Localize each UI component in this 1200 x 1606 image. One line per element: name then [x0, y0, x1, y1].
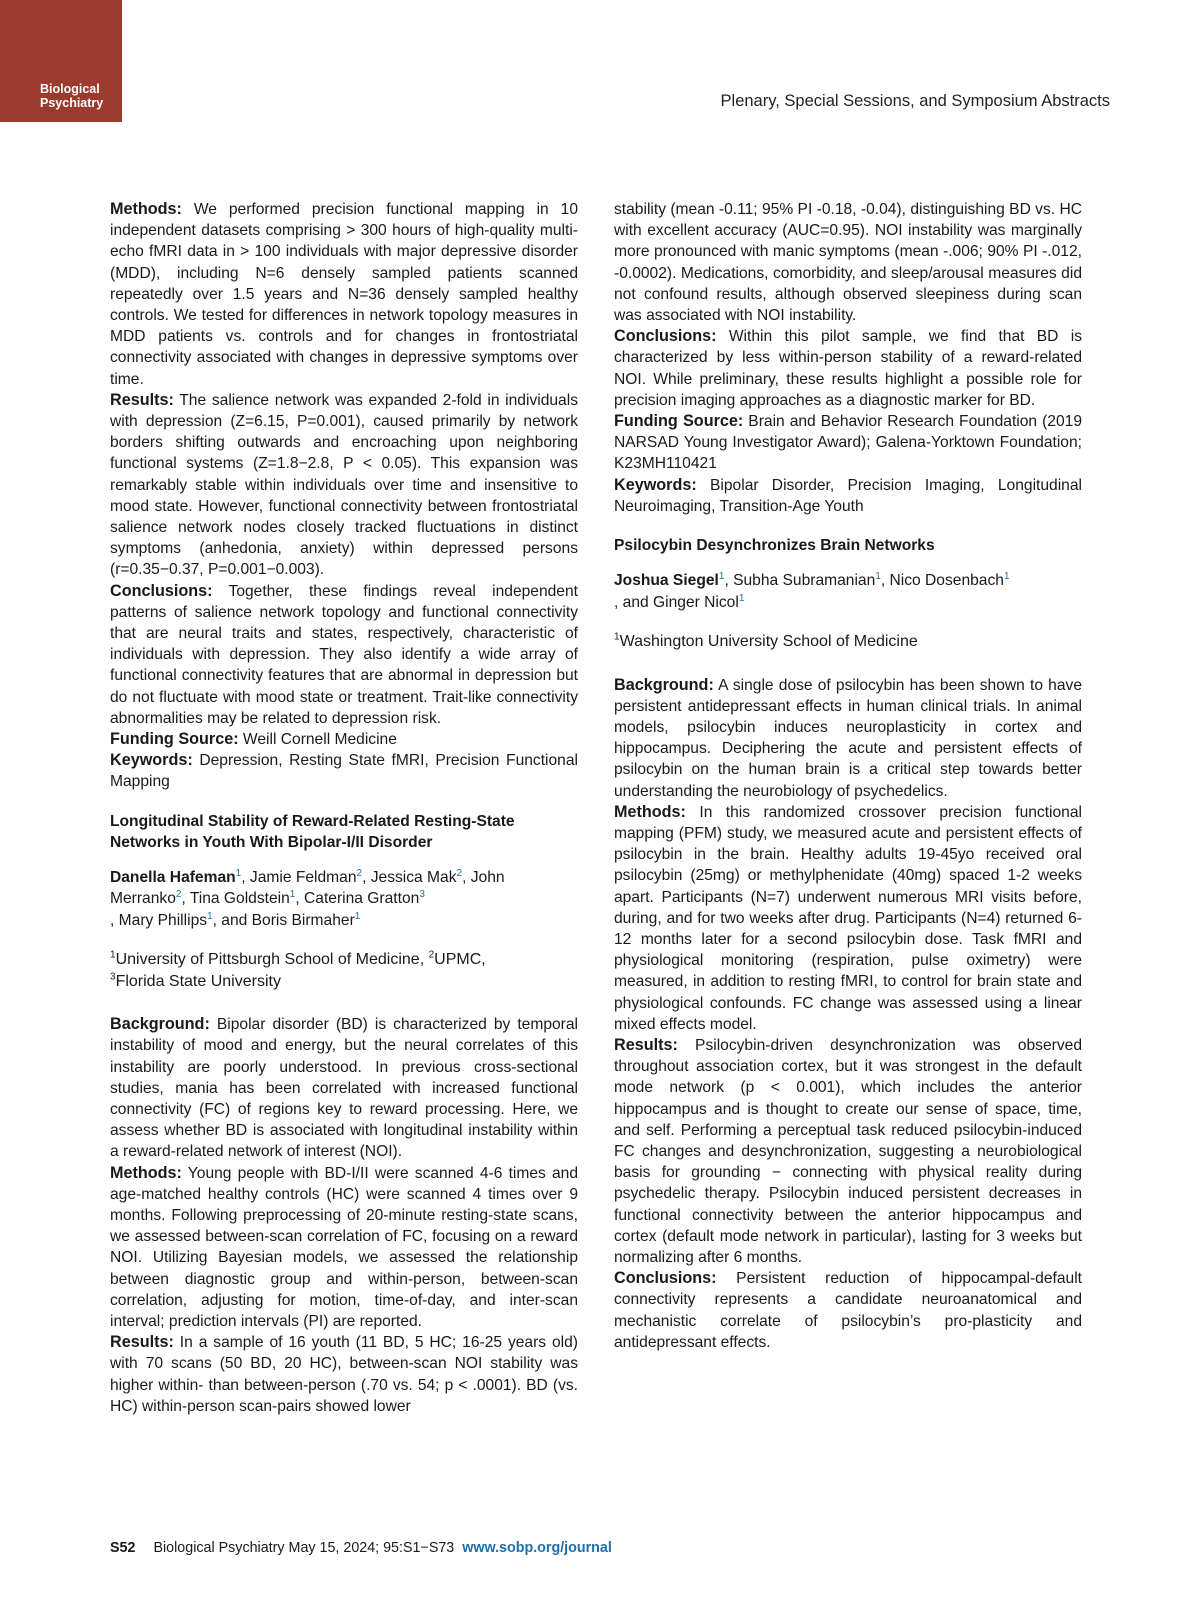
results-label: Results: [614, 1036, 678, 1054]
journal-url-link[interactable]: www.sobp.org/journal [462, 1540, 612, 1556]
funding-label: Funding Source: [614, 412, 744, 431]
results-text: The salience network was expanded 2-fold in individuals with depression (Z=6.15, P=0.001), caused primarily by network borders shifting outwards and encroaching upon neighboring functional systems (Z=1.8−2.8, P < 0.05). This expansion was remarkably stable within individuals over time and insensitive to mood state. However, functional connectivity between frontostriatal salience network nodes closely tracked fluctuations in distinct symptoms (anhedonia, anxiety) within depressed persons (r=0.35−0.37, P=0.001−0.003). [110, 391, 578, 579]
author-affiliation-marker[interactable]: 1 [207, 910, 213, 922]
journal-logo-tab [0, 0, 122, 122]
right-column [614, 199, 1082, 1353]
conclusions-text: Persistent reduction of hippocampal-default connectivity represents a candidate neuroanatomical and mechanistic correlate of psilocybin’s pro-plasticity and antidepressant effects. [614, 1270, 1082, 1351]
funding-text: Brain and Behavior Research Foundation (2019 NARSAD Young Investigator Award); Galena-Yorktown Foundation; K23MH110421 [614, 413, 1082, 473]
conclusions-label: Conclusions: [110, 581, 213, 600]
conclusions-paragraph [614, 326, 1082, 411]
author-affiliation-marker[interactable]: 2 [175, 889, 182, 900]
affiliation-name: Florida State University [115, 972, 281, 990]
funding-text: Weill Cornell Medicine [238, 731, 397, 749]
affiliation-name: UPMC, [434, 951, 486, 969]
affiliation-marker: 1 [614, 631, 620, 643]
funding-paragraph [614, 411, 1082, 475]
methods-text: We performed precision functional mapping in 10 independent datasets comprising > 300 hours of high-quality multi-echo fMRI data in > 100 individuals with major depressive disorder (MDD), including N=6 densely sampled patients scanned repeatedly over 1.5 years and N=36 densely sampled healthy controls. We tested for differences in network topology measures in MDD patients vs. controls and for changes in frontostriatal connectivity associated with changes in depressive symptoms over time. [110, 201, 578, 388]
author-affiliation-marker[interactable]: 3 [419, 889, 425, 900]
results-paragraph [110, 390, 578, 581]
methods-paragraph [110, 1163, 578, 1333]
author-list [110, 867, 578, 932]
abstract-title: Longitudinal Stability of Reward-Related Resting-State Networks in Youth With Bipolar-I/II Disorder [110, 812, 515, 851]
conclusions-paragraph [110, 581, 578, 729]
methods-label: Methods: [614, 802, 686, 821]
results-label: Results: [110, 1333, 174, 1352]
conclusions-paragraph [614, 1268, 1082, 1353]
author-name: , Caterina Gratton [295, 890, 420, 908]
conclusions-text: Together, these findings reveal independent patterns of salience network topology and functional connectivity that are neural traits and states, respectively, characteristic of individuals with depression. They also identify a wide array of functional connectivity features that are abnormal in depression but do not fluctuate with mood state or treatment. Trait-like connectivity abnormalities may be related to depression risk. [110, 582, 578, 727]
author-name: , Jessica Mak [362, 868, 457, 886]
affiliation-marker: 3 [110, 971, 116, 983]
conclusions-label: Conclusions: [614, 327, 717, 346]
results-continued: stability (mean -0.11; 95% PI -0.18, -0.04), distinguishing BD vs. HC with excellent accuracy (AUC=0.95). NOI instability was marginally more pronounced with manic symptoms (mean -.006; 90% PI -.012, -0.0002). Medications, comorbidity, and sleep/arousal measures did not confound results, although observed sleepiness during scan was associated with NOI instability. [614, 201, 1082, 325]
affiliations [110, 949, 578, 992]
results-text: In a sample of 16 youth (11 BD, 5 HC; 16-25 years old) with 70 scans (50 BD, 20 HC), between-scan NOI stability was higher within- than between-person (.70 vs. 54; p < .0001). BD (vs. HC) within-person scan-pairs showed lower [110, 1334, 578, 1415]
background-paragraph [110, 1014, 578, 1162]
author-affiliation-marker[interactable]: 2 [456, 867, 463, 879]
keywords-label: Keywords: [614, 475, 697, 494]
journal-name-line1: Biological [40, 82, 100, 96]
affiliations [614, 631, 1082, 653]
affiliation-name: Washington University School of Medicine [619, 633, 918, 651]
keywords-label: Keywords: [110, 751, 193, 770]
first-author: Danella Hafeman [110, 868, 236, 886]
funding-paragraph [110, 729, 578, 750]
section-title: Plenary, Special Sessions, and Symposium Abstracts [720, 92, 1110, 110]
author-name: , and Ginger Nicol [614, 593, 739, 611]
results-paragraph [110, 1332, 578, 1417]
author-affiliation-marker[interactable]: 1 [289, 889, 296, 900]
affiliation-marker: 2 [428, 949, 435, 961]
author-name: , Tina Goldstein [181, 890, 290, 908]
methods-label: Methods: [110, 1163, 182, 1182]
methods-text: In this randomized crossover precision functional mapping (PFM) study, we measured acute and persistent effects of psilocybin in the brain. Healthy adults 19-45yo received oral psilocybin (25mg) or methylphenidate (40mg) spaced 1-2 weeks apart. Participants (N=7) underwent numerous MRI visits before, during, and for two weeks after drug. Participants (N=4) returned 6-12 months later for a second psilocybin dose. Task fMRI and physiological monitoring (respiration, pulse oximetry) were measured, in addition to resting fMRI, to control for brain state and physiological confounds. FC change was assessed using a linear mixed effects model. [614, 803, 1082, 1033]
background-text: Bipolar disorder (BD) is characterized by temporal instability of mood and energy, but the neural correlates of this instability are poorly understood. In previous cross-sectional studies, mania has been correlated with increased functional connectivity (FC) of regions key to reward processing. Here, we assess whether BD is associated with longitudinal instability within a reward-related network of interest (NOI). [110, 1016, 578, 1161]
methods-label: Methods: [110, 200, 182, 218]
author-name: , Mary Phillips [110, 911, 208, 929]
left-column [110, 199, 578, 1417]
author-affiliation-marker[interactable]: 1 [235, 867, 242, 879]
affiliation-marker: 1 [110, 949, 116, 961]
journal-citation: Biological Psychiatry May 15, 2024; 95:S1−S73 [153, 1540, 455, 1556]
methods-paragraph [614, 802, 1082, 1035]
author-list [614, 570, 1082, 613]
background-text: A single dose of psilocybin has been shown to have persistent antidepressant effects in human clinical trials. In animal models, psilocybin induces neuroplasticity in cortex and hippocampus. Deciphering the acute and persistent effects of psilocybin on the human brain is a critical step towards better understanding the neurobiology of psychedelics. [614, 676, 1082, 800]
author-affiliation-marker[interactable]: 1 [354, 910, 361, 922]
page-footer [110, 1540, 612, 1556]
author-affiliation-marker[interactable]: 2 [356, 867, 363, 879]
first-author: Joshua Siegel [614, 572, 719, 590]
keywords-text: Bipolar Disorder, Precision Imaging, Longitudinal Neuroimaging, Transition-Age Youth [614, 476, 1082, 515]
author-name: , Jamie Feldman [241, 868, 357, 886]
methods-paragraph [110, 199, 578, 390]
keywords-paragraph [614, 475, 1082, 517]
author-affiliation-marker[interactable]: 1 [1003, 570, 1010, 582]
conclusions-text: Within this pilot sample, we find that BD is characterized by less within-person stability of a reward-related NOI. While preliminary, these results highlight a possible role for precision imaging approaches as a diagnostic marker for BD. [614, 328, 1082, 409]
background-label: Background: [614, 675, 714, 694]
conclusions-label: Conclusions: [614, 1269, 717, 1288]
author-affiliation-marker[interactable]: 1 [875, 570, 881, 582]
author-name: , and Boris Birmaher [212, 911, 355, 929]
author-name: , Nico Dosenbach [880, 572, 1004, 590]
results-text: Psilocybin-driven desynchronization was observed throughout association cortex, but it was strongest in the default mode network (p < 0.001), which includes the anterior hippocampus and is thought to create our sense of space, time, and self. Performing a perceptual task reduced psilocybin-induced FC changes and desynchronization, suggesting a neurobiological basis for grounding − connecting with physical reality during psychedelic therapy. Psilocybin induced persistent decreases in functional connectivity between the anterior hippocampus and cortex (default mode network in particular), lasting for 3 weeks but normalizing after 6 months. [614, 1037, 1082, 1267]
background-label: Background: [110, 1015, 210, 1034]
funding-label: Funding Source: [110, 730, 239, 749]
keywords-text: Depression, Resting State fMRI, Precision Functional Mapping [110, 752, 578, 791]
page-number: S52 [110, 1540, 136, 1556]
affiliation-name: University of Pittsburgh School of Medicine, [115, 951, 429, 969]
results-label: Results: [110, 390, 174, 409]
methods-text: Young people with BD-I/II were scanned 4-6 times and age-matched healthy controls (HC) were scanned 4 times over 9 months. Following preprocessing of 20-minute resting-state scans, we assessed between-scan correlation of FC, focusing on a reward NOI. Utilizing Bayesian models, we assessed the relationship between diagnostic group and within-person, between-scan correlation, adjusting for motion, time-of-day, and inter-scan interval; prediction intervals (PI) are reported. [110, 1164, 578, 1331]
journal-name-line2: Psychiatry [40, 96, 104, 110]
author-affiliation-marker[interactable]: 1 [738, 592, 745, 604]
keywords-paragraph [110, 750, 578, 792]
results-paragraph [614, 1035, 1082, 1268]
abstract-title: Psilocybin Desynchronizes Brain Networks [614, 537, 935, 555]
author-name: , John Merranko [110, 868, 505, 908]
background-paragraph [614, 675, 1082, 802]
author-name: , Subha Subramanian [724, 572, 876, 590]
author-affiliation-marker[interactable]: 1 [718, 570, 725, 582]
